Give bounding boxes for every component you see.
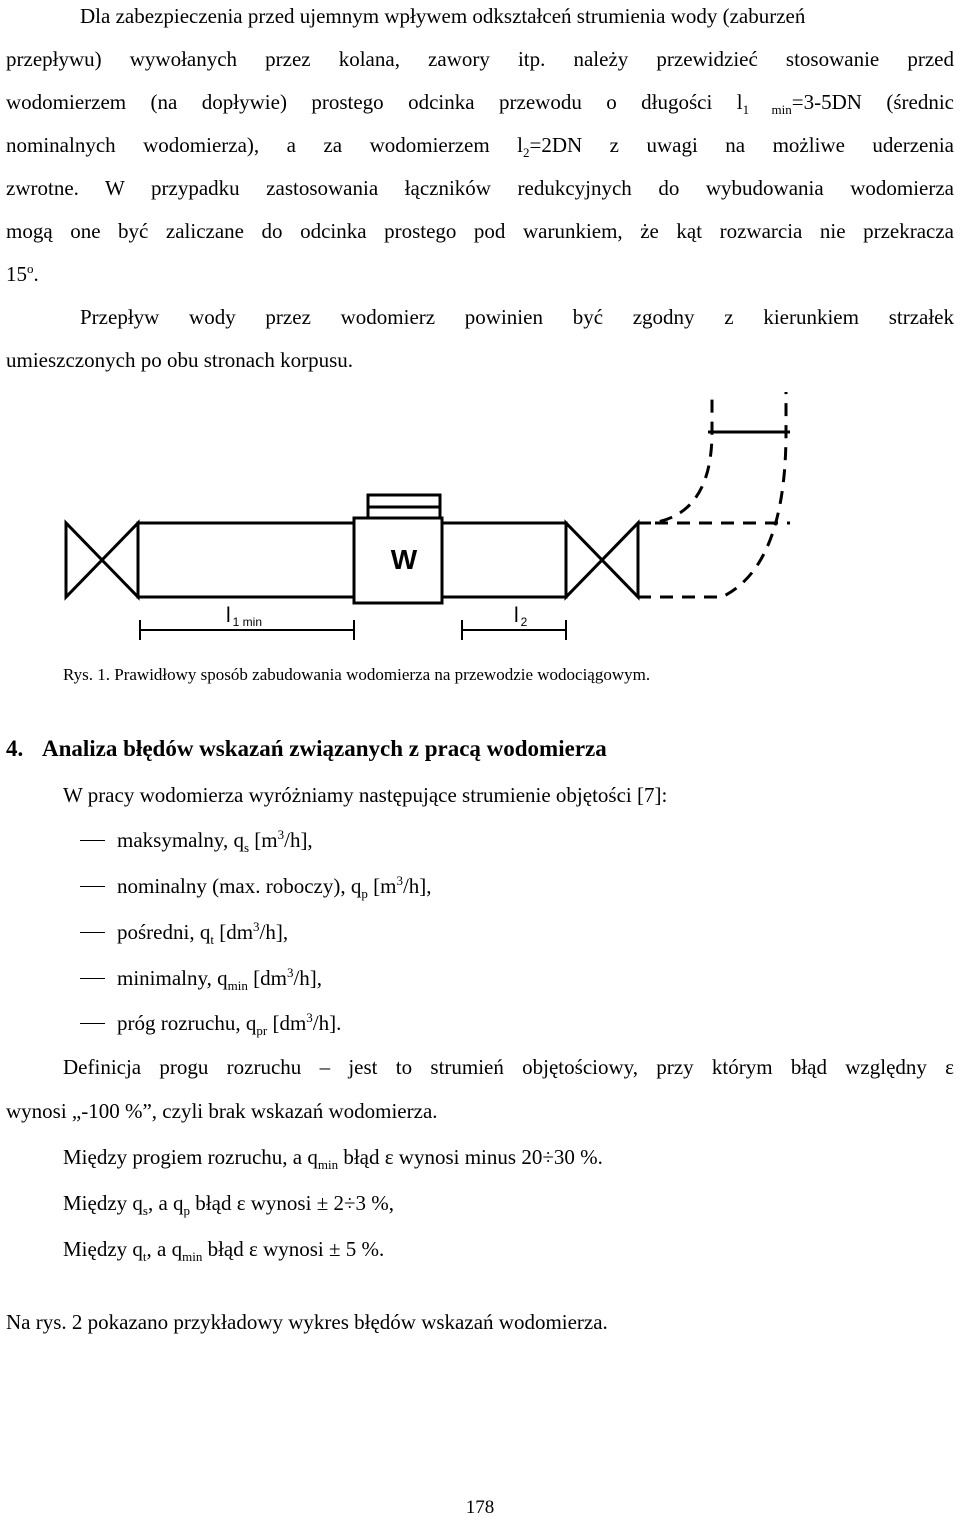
item-text: /h],: [293, 966, 323, 990]
item-text: [dm: [213, 920, 254, 944]
left-valve-icon: [66, 523, 138, 597]
range-text: , a q: [147, 1191, 184, 1215]
intro-line-6: mogą one być zaliczane do odcinka prostego pod warunkiem, że kąt rozwarcia nie przekracza: [6, 219, 954, 243]
pipe-bend-dashed: [638, 392, 790, 597]
l2-dimension-label: [514, 604, 528, 629]
intro-line-4: [6, 132, 954, 161]
list-item: [117, 965, 323, 994]
page-number: 178: [465, 1497, 495, 1518]
l1-sub: 1 min: [232, 615, 263, 629]
item-text: /h],: [402, 874, 432, 898]
list-dash: [80, 840, 105, 841]
range-sub: min: [317, 1157, 339, 1173]
list-item: [117, 919, 289, 948]
item-text: próg rozruchu, q: [117, 1011, 257, 1035]
item-sub: s: [243, 840, 250, 856]
item-sup: 3: [396, 873, 403, 888]
range-sub: t: [142, 1249, 147, 1265]
range-sub: min: [182, 1249, 203, 1265]
item-sup: 3: [253, 919, 260, 934]
range-text: Między progiem rozruchu, a q: [63, 1145, 318, 1169]
intro-text: 15: [6, 262, 27, 286]
list-dash: [80, 932, 105, 933]
item-text: [m: [249, 828, 278, 852]
range-text: Między q: [63, 1191, 143, 1215]
range-line: [63, 1236, 954, 1265]
l2-letter: l: [514, 604, 519, 627]
range-line: [63, 1190, 954, 1219]
intro-text: .: [33, 262, 39, 286]
l1-dimension-label: [226, 604, 262, 629]
range-text: błąd ε wynosi ± 2÷3 %,: [190, 1191, 394, 1215]
right-valve-icon: [566, 523, 638, 597]
item-text: [dm: [247, 966, 287, 990]
intro-line-2: przepływu) wywołanych przez kolana, zawory itp. należy przewidzieć stosowanie przed: [6, 47, 954, 71]
item-text: minimalny, q: [117, 966, 228, 990]
inlet-pipe: [138, 523, 354, 597]
range-text: Między q: [63, 1237, 143, 1261]
l2-sub: 2: [520, 615, 528, 629]
list-dash: [80, 886, 105, 887]
item-text: /h].: [312, 1011, 342, 1035]
l1-subscript: 1 min: [742, 102, 792, 118]
intro-line-8: Przepływ wody przez wodomierz powinien być zgodny z kierunkiem strzałek: [80, 305, 954, 329]
section-heading: [6, 734, 607, 764]
list-dash: [80, 978, 105, 979]
section-number: 4.: [6, 736, 24, 761]
range-text: błąd ε wynosi minus 20÷30 %.: [338, 1145, 603, 1169]
item-text: pośredni, q: [117, 920, 211, 944]
range-text: błąd ε wynosi ± 5 %.: [202, 1237, 385, 1261]
closing-text: Na rys. 2 pokazano przykładowy wykres błędów wskazań wodomierza.: [6, 1310, 608, 1334]
range-sub: p: [183, 1203, 191, 1219]
item-sub: p: [361, 886, 368, 902]
l2-subscript: 2: [523, 145, 530, 161]
l1-letter: l: [226, 604, 231, 627]
intro-text: wodomierzem (na dopływie) prostego odcinka przewodu o długości l: [6, 90, 743, 114]
list-item: [117, 1010, 342, 1039]
intro-line-7: [6, 261, 954, 287]
intro-line-9: umieszczonych po obu stronach korpusu.: [6, 348, 354, 372]
installation-diagram: [0, 378, 960, 658]
item-text: /h],: [284, 828, 313, 852]
intro-line-3: [6, 89, 954, 118]
item-text: nominalny (max. roboczy), q: [117, 874, 362, 898]
item-text: /h],: [259, 920, 289, 944]
item-sup: 3: [286, 965, 294, 980]
item-text: [m: [367, 874, 397, 898]
list-dash: [80, 1023, 105, 1024]
degree-superscript: o: [27, 261, 34, 276]
intro-line-1: Dla zabezpieczenia przed ujemnym wpływem odkształceń strumienia wody (zaburzeń: [80, 4, 806, 28]
meter-label: W: [390, 544, 418, 575]
item-sup: 3: [306, 1010, 313, 1025]
intro-text: nominalnych wodomierza), a za wodomierzem l: [6, 133, 524, 157]
intro-text: =3-5DN (średnic: [791, 90, 954, 114]
list-item: [117, 873, 432, 902]
range-sub: s: [142, 1203, 148, 1219]
item-text: maksymalny, q: [117, 828, 244, 852]
item-sub: min: [227, 978, 248, 994]
section-title: Analiza błędów wskazań związanych z pracą wodomierza: [42, 736, 607, 761]
item-sub: t: [210, 932, 214, 948]
intro-text: =2DN z uwagi na możliwe uderzenia: [529, 133, 954, 157]
item-sup: 3: [277, 827, 285, 842]
item-text: [dm: [267, 1011, 307, 1035]
outlet-pipe: [442, 523, 566, 597]
list-item: [117, 827, 313, 856]
intro-line-5: zwrotne. W przypadku zastosowania łączników redukcyjnych do wybudowania wodomierza: [6, 176, 954, 200]
definition-line-2: wynosi „-100 %”, czyli brak wskazań wodomierza.: [6, 1099, 438, 1123]
range-line: [63, 1144, 954, 1173]
figure-caption: Rys. 1. Prawidłowy sposób zabudowania wodomierza na przewodzie wodociągowym.: [63, 665, 651, 684]
range-text: , a q: [146, 1237, 183, 1261]
item-sub: pr: [256, 1023, 268, 1039]
lead-text: W pracy wodomierza wyróżniamy następujące strumienie objętości [7]:: [63, 783, 668, 807]
definition-line-1: Definicja progu rozruchu – jest to strumień objętościowy, przy którym błąd względny ε: [63, 1055, 954, 1079]
